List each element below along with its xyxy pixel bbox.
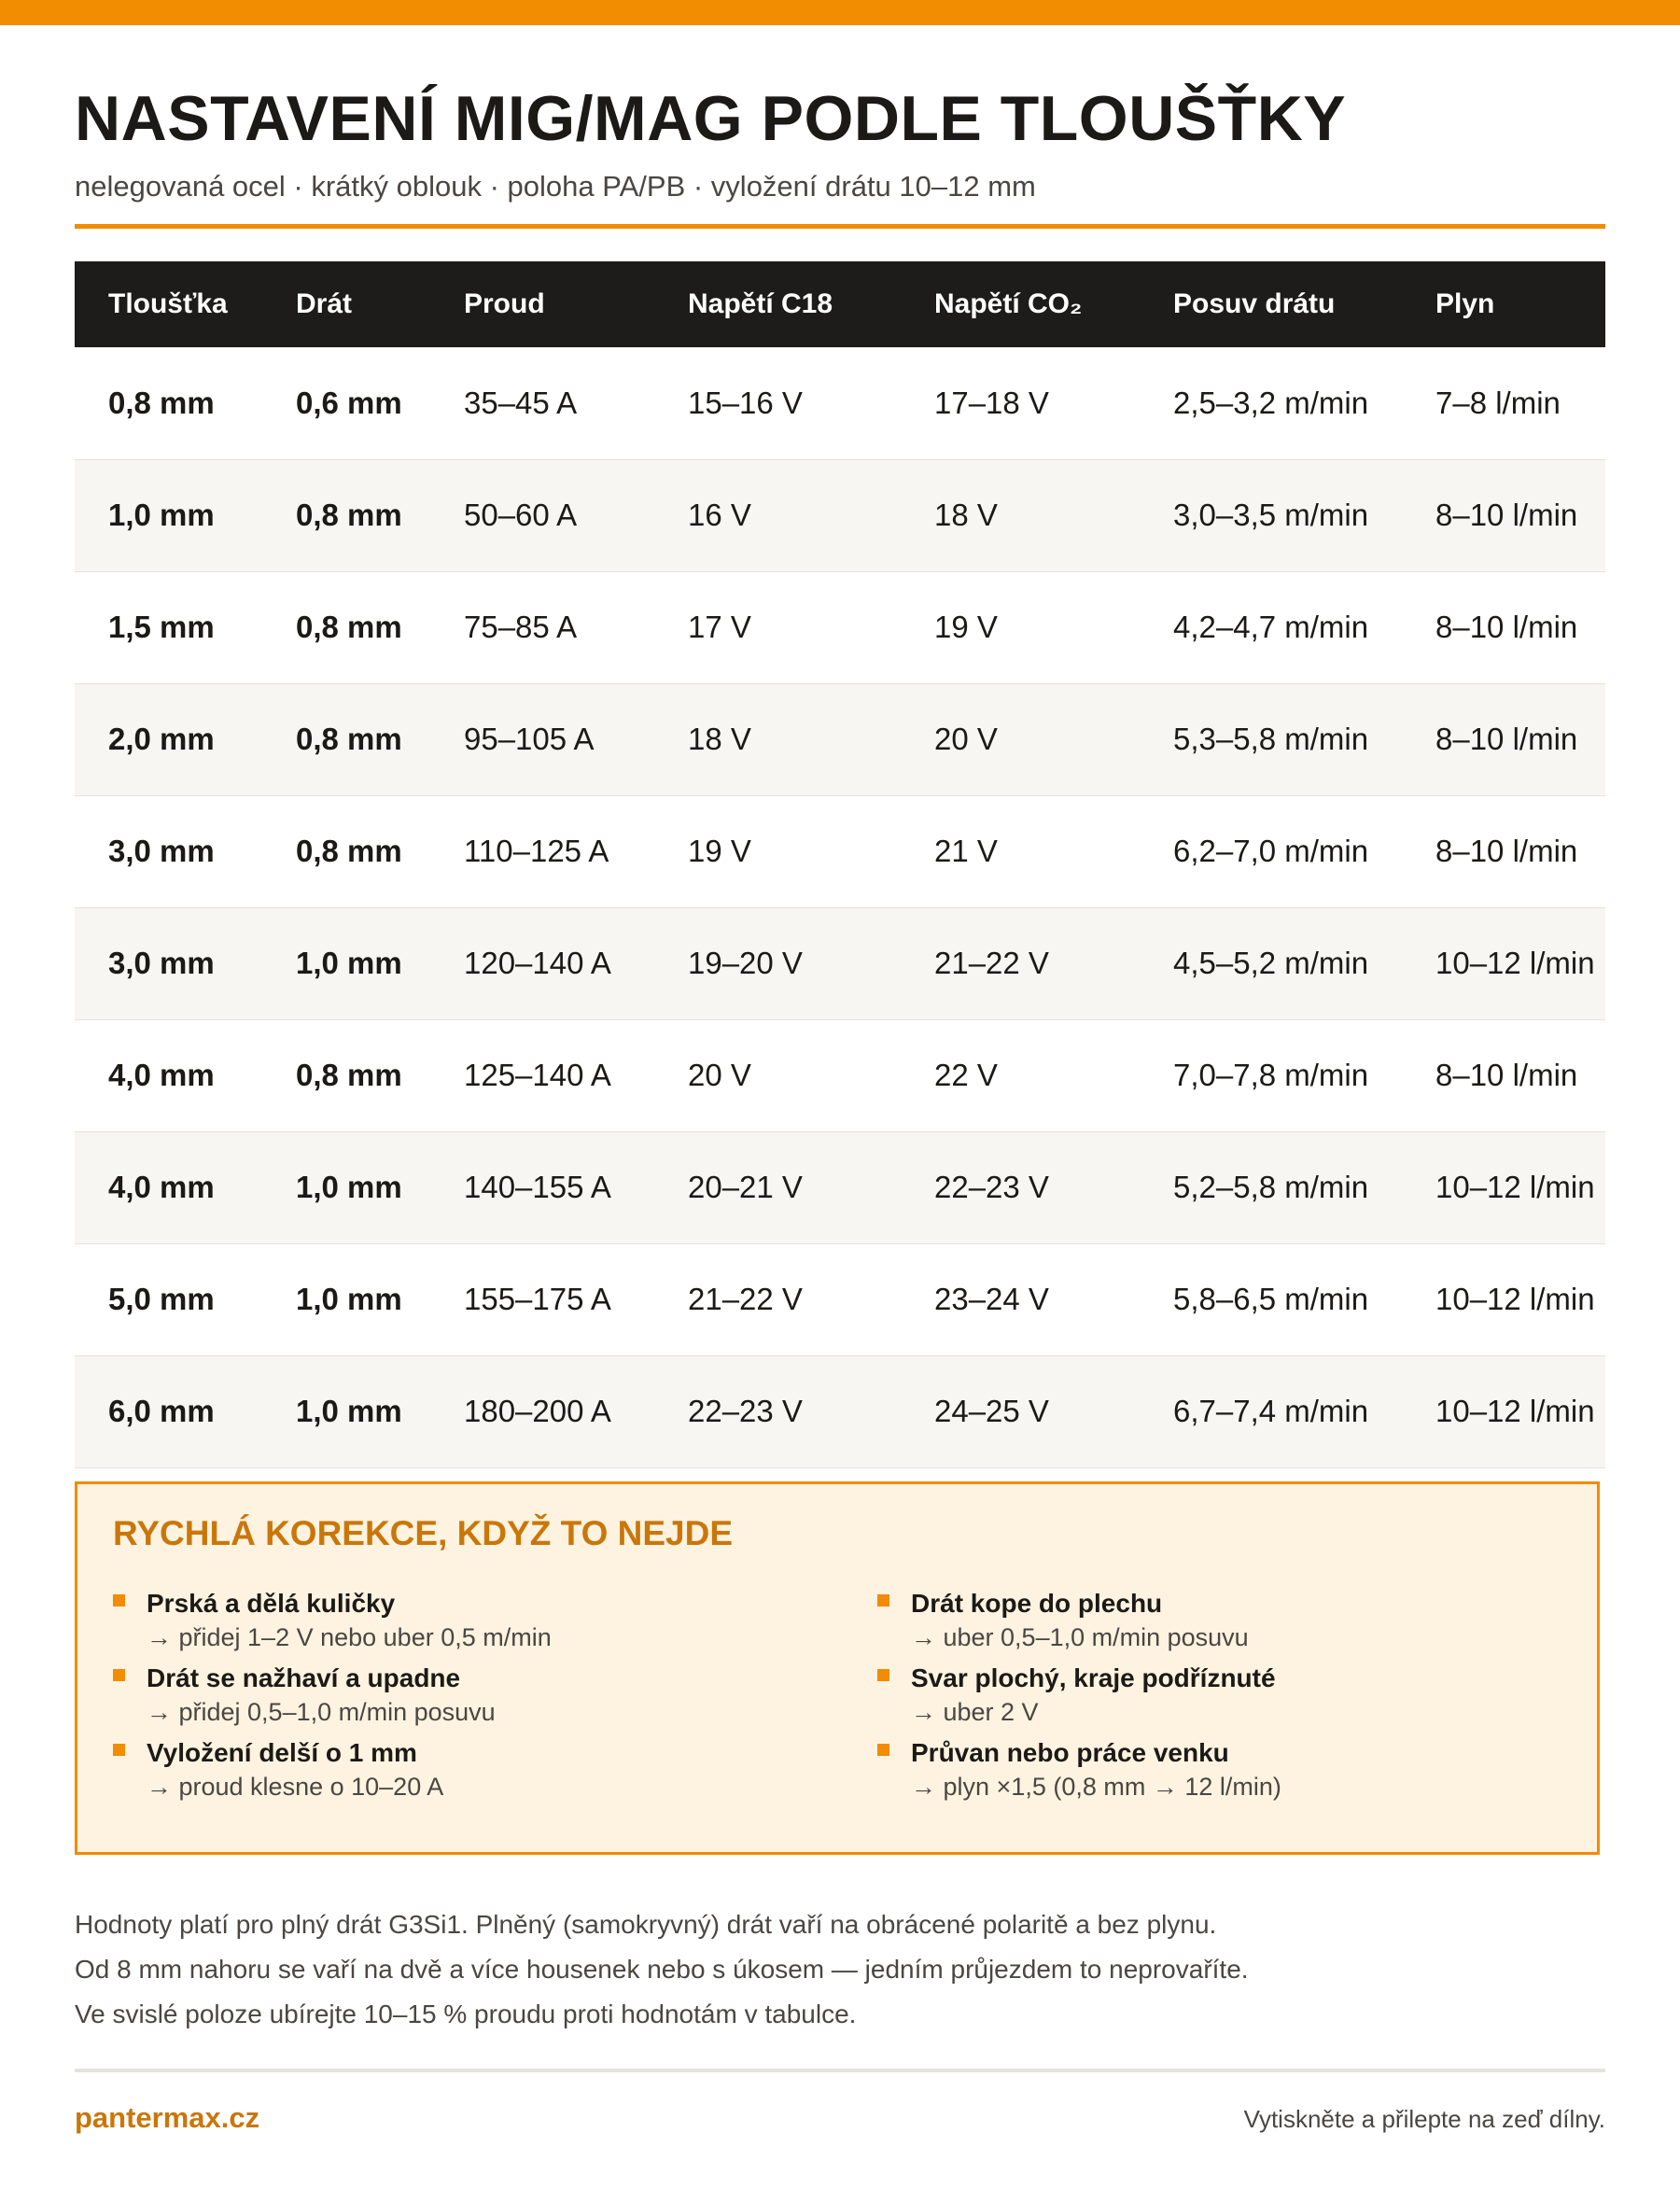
table-row xyxy=(75,459,1605,571)
cell-thickness: 3,0 mm xyxy=(108,834,215,868)
square-bullet-icon xyxy=(113,1669,125,1681)
cell-wire-feed: 6,2–7,0 m/min xyxy=(1173,834,1369,868)
cell-thickness: 3,0 mm xyxy=(108,946,215,980)
cell-current: 35–45 A xyxy=(464,385,578,420)
column-header-voltage-co2: Napětí CO₂ xyxy=(934,288,1083,319)
cell-wire: 1,0 mm xyxy=(296,946,402,980)
cell-wire: 1,0 mm xyxy=(296,1282,402,1316)
table-row xyxy=(75,795,1605,907)
table-row xyxy=(75,571,1605,683)
cell-gas: 10–12 l/min xyxy=(1435,1170,1595,1204)
tip-title: Svar plochý, kraje podříznuté xyxy=(911,1663,1276,1692)
column-header-current: Proud xyxy=(464,288,545,319)
cell-wire: 1,0 mm xyxy=(296,1170,402,1204)
cell-voltage-co2: 20 V xyxy=(934,722,998,756)
table-row xyxy=(75,347,1605,459)
quick-fixes-box xyxy=(75,1481,1600,1855)
tip-fix: → plyn ×1,5 (0,8 mm → 12 l/min) xyxy=(911,1773,1281,1801)
quick-fixes-right-column xyxy=(877,1587,1281,1811)
column-header-thickness: Tloušťka xyxy=(108,288,228,319)
cell-gas: 10–12 l/min xyxy=(1435,946,1595,980)
cell-wire: 1,0 mm xyxy=(296,1394,402,1428)
cell-voltage-c18: 20 V xyxy=(688,1058,751,1092)
cell-wire: 0,8 mm xyxy=(296,834,402,868)
cell-gas: 8–10 l/min xyxy=(1435,722,1578,756)
footnotes xyxy=(75,1902,1249,2037)
table-row xyxy=(75,1243,1605,1355)
cell-voltage-c18: 20–21 V xyxy=(688,1170,803,1204)
cell-wire-feed: 7,0–7,8 m/min xyxy=(1173,1058,1369,1092)
settings-table xyxy=(75,261,1605,1468)
tip-item xyxy=(877,1587,1281,1662)
cell-voltage-co2: 22 V xyxy=(934,1058,998,1092)
cell-wire-feed: 3,0–3,5 m/min xyxy=(1173,498,1369,532)
title-divider xyxy=(75,224,1605,229)
cell-current: 50–60 A xyxy=(464,498,578,532)
tip-fix: → proud klesne o 10–20 A xyxy=(147,1773,444,1801)
cell-thickness: 2,0 mm xyxy=(108,722,215,756)
cell-gas: 8–10 l/min xyxy=(1435,610,1578,644)
cell-wire: 0,8 mm xyxy=(296,498,402,532)
cell-voltage-co2: 19 V xyxy=(934,610,998,644)
table-row xyxy=(75,1355,1605,1467)
cell-thickness: 0,8 mm xyxy=(108,385,215,420)
cell-voltage-co2: 18 V xyxy=(934,498,998,532)
cell-voltage-c18: 18 V xyxy=(688,722,751,756)
cell-current: 95–105 A xyxy=(464,722,595,756)
tip-fix: → uber 2 V xyxy=(911,1698,1039,1726)
footer-brand: pantermax.cz xyxy=(75,2101,260,2134)
square-bullet-icon xyxy=(877,1669,889,1681)
tip-item xyxy=(877,1736,1281,1811)
column-header-voltage-c18: Napětí C18 xyxy=(688,288,833,319)
cell-voltage-c18: 22–23 V xyxy=(688,1394,803,1428)
cell-current: 125–140 A xyxy=(464,1058,611,1092)
cell-current: 180–200 A xyxy=(464,1394,611,1428)
cell-voltage-c18: 19–20 V xyxy=(688,946,803,980)
cell-voltage-c18: 16 V xyxy=(688,498,751,532)
tip-fix: → uber 0,5–1,0 m/min posuvu xyxy=(911,1623,1249,1651)
cell-wire-feed: 6,7–7,4 m/min xyxy=(1173,1394,1369,1428)
table-row xyxy=(75,907,1605,1019)
cell-wire-feed: 5,3–5,8 m/min xyxy=(1173,722,1369,756)
cell-voltage-c18: 17 V xyxy=(688,610,751,644)
cell-voltage-c18: 19 V xyxy=(688,834,751,868)
tip-item xyxy=(877,1662,1281,1736)
cell-wire-feed: 5,2–5,8 m/min xyxy=(1173,1170,1369,1204)
cell-wire: 0,8 mm xyxy=(296,610,402,644)
column-header-wire: Drát xyxy=(296,288,353,319)
cell-wire: 0,8 mm xyxy=(296,1058,402,1092)
tip-title: Průvan nebo práce venku xyxy=(911,1738,1229,1767)
tip-fix: → přidej 0,5–1,0 m/min posuvu xyxy=(147,1698,496,1726)
square-bullet-icon xyxy=(877,1594,889,1607)
tip-item xyxy=(113,1736,552,1811)
cell-wire: 0,6 mm xyxy=(296,385,402,420)
footnote-line: Hodnoty platí pro plný drát G3Si1. Plněný (samokryvný) drát vaří na obrácené polaritě a bez plynu. xyxy=(75,1910,1217,1939)
tip-fix: → přidej 1–2 V nebo uber 0,5 m/min xyxy=(147,1623,552,1651)
page-title: NASTAVENÍ MIG/MAG PODLE TLOUŠŤKY xyxy=(75,83,1347,154)
cell-gas: 10–12 l/min xyxy=(1435,1394,1595,1428)
square-bullet-icon xyxy=(113,1594,125,1607)
footer-note: Vytiskněte a přilepte na zeď dílny. xyxy=(1243,2105,1605,2133)
cell-voltage-co2: 23–24 V xyxy=(934,1282,1049,1316)
cell-thickness: 5,0 mm xyxy=(108,1282,215,1316)
tip-title: Prská a dělá kuličky xyxy=(147,1589,396,1618)
top-accent-bar xyxy=(0,0,1680,25)
cell-wire-feed: 4,2–4,7 m/min xyxy=(1173,610,1369,644)
cell-gas: 7–8 l/min xyxy=(1435,385,1561,420)
cell-voltage-c18: 21–22 V xyxy=(688,1282,803,1316)
tip-item xyxy=(113,1662,552,1736)
cell-gas: 8–10 l/min xyxy=(1435,498,1578,532)
cell-wire-feed: 4,5–5,2 m/min xyxy=(1173,946,1369,980)
cell-thickness: 6,0 mm xyxy=(108,1394,215,1428)
footer-divider xyxy=(75,2069,1605,2072)
tip-title: Drát se nažhaví a upadne xyxy=(147,1663,461,1692)
cell-gas: 10–12 l/min xyxy=(1435,1282,1595,1316)
quick-fixes-heading: RYCHLÁ KOREKCE, KDYŽ TO NEJDE xyxy=(113,1514,734,1552)
cell-gas: 8–10 l/min xyxy=(1435,834,1578,868)
footnote-line: Od 8 mm nahoru se vaří na dvě a více housenek nebo s úkosem — jedním průjezdem to neprovaříte. xyxy=(75,1955,1249,1984)
tip-item xyxy=(113,1587,552,1662)
table-row xyxy=(75,1131,1605,1243)
table-header-row xyxy=(75,261,1605,347)
cell-voltage-co2: 22–23 V xyxy=(934,1170,1049,1204)
cell-voltage-c18: 15–16 V xyxy=(688,385,803,420)
tip-title: Vyložení delší o 1 mm xyxy=(147,1738,417,1767)
cell-wire: 0,8 mm xyxy=(296,722,402,756)
cell-thickness: 1,5 mm xyxy=(108,610,215,644)
cell-current: 75–85 A xyxy=(464,610,578,644)
square-bullet-icon xyxy=(113,1744,125,1756)
cell-current: 155–175 A xyxy=(464,1282,611,1316)
square-bullet-icon xyxy=(877,1744,889,1756)
cell-voltage-co2: 21–22 V xyxy=(934,946,1049,980)
cell-current: 140–155 A xyxy=(464,1170,611,1204)
table-row xyxy=(75,683,1605,795)
cell-voltage-co2: 24–25 V xyxy=(934,1394,1049,1428)
cell-voltage-co2: 17–18 V xyxy=(934,385,1049,420)
cell-thickness: 4,0 mm xyxy=(108,1170,215,1204)
cell-thickness: 4,0 mm xyxy=(108,1058,215,1092)
cell-voltage-co2: 21 V xyxy=(934,834,998,868)
table-row xyxy=(75,1019,1605,1131)
cell-thickness: 1,0 mm xyxy=(108,498,215,532)
column-header-wire-feed: Posuv drátu xyxy=(1173,288,1336,319)
quick-fixes-left-column xyxy=(113,1587,552,1811)
page-subtitle: nelegovaná ocel · krátký oblouk · poloha PA/PB · vyložení drátu 10–12 mm xyxy=(75,170,1036,203)
cell-current: 110–125 A xyxy=(464,834,609,868)
footnote-line: Ve svislé poloze ubírejte 10–15 % proudu proti hodnotám v tabulce. xyxy=(75,2000,857,2028)
tip-title: Drát kope do plechu xyxy=(911,1589,1163,1618)
cell-wire-feed: 2,5–3,2 m/min xyxy=(1173,385,1369,420)
cell-gas: 8–10 l/min xyxy=(1435,1058,1578,1092)
cell-wire-feed: 5,8–6,5 m/min xyxy=(1173,1282,1369,1316)
cell-current: 120–140 A xyxy=(464,946,611,980)
column-header-gas: Plyn xyxy=(1435,288,1495,319)
